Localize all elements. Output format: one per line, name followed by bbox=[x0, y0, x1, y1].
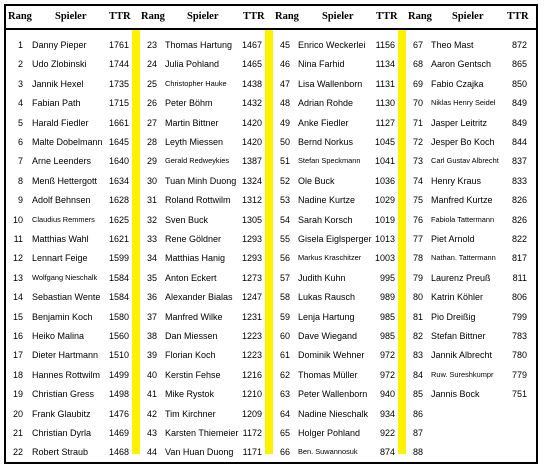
spieler-cell: Judith Kuhn bbox=[298, 273, 346, 283]
rang-cell: 41 bbox=[146, 389, 157, 399]
rang-cell: 10 bbox=[12, 215, 23, 225]
rang-cell: 36 bbox=[146, 292, 157, 302]
rang-cell: 73 bbox=[412, 156, 423, 166]
rang-cell: 14 bbox=[12, 292, 23, 302]
rang-cell: 66 bbox=[279, 447, 290, 457]
ttr-cell: 1216 bbox=[241, 370, 262, 380]
spieler-cell: Lukas Rausch bbox=[298, 292, 356, 302]
spieler-cell: Hannes Rottwilm bbox=[32, 370, 101, 380]
spieler-cell: Christian Gress bbox=[32, 389, 95, 399]
header-ttr: TTR bbox=[376, 11, 398, 22]
rang-cell: 52 bbox=[279, 176, 290, 186]
rang-cell: 20 bbox=[12, 409, 23, 419]
ttr-cell: 1273 bbox=[241, 273, 262, 283]
ttr-cell: 1223 bbox=[241, 350, 262, 360]
spieler-cell: Anton Eckert bbox=[165, 273, 217, 283]
rang-cell: 38 bbox=[146, 331, 157, 341]
rang-cell: 44 bbox=[146, 447, 157, 457]
spieler-cell: Van Huan Duong bbox=[165, 447, 234, 457]
ttr-cell: 806 bbox=[511, 292, 527, 302]
ttr-cell: 1171 bbox=[242, 447, 262, 457]
ttr-cell: 1628 bbox=[108, 195, 129, 205]
rang-cell: 9 bbox=[17, 195, 23, 205]
spieler-cell: Sebastian Wente bbox=[32, 292, 101, 302]
ttr-cell: 1498 bbox=[108, 389, 129, 399]
ttr-cell: 833 bbox=[511, 176, 527, 186]
header-rang: Rang bbox=[408, 11, 432, 22]
rang-cell: 54 bbox=[279, 215, 290, 225]
rang-cell: 78 bbox=[412, 253, 423, 263]
spieler-cell: Tuan Minh Duong bbox=[165, 176, 237, 186]
rang-cell: 77 bbox=[412, 234, 423, 244]
ttr-cell: 1432 bbox=[241, 98, 262, 108]
rang-cell: 25 bbox=[146, 79, 157, 89]
ttr-cell: 922 bbox=[379, 428, 395, 438]
ttr-cell: 811 bbox=[512, 273, 527, 283]
rang-cell: 46 bbox=[279, 59, 290, 69]
rang-cell: 48 bbox=[279, 98, 290, 108]
spieler-cell: Ruw. Sureshkumpr bbox=[431, 370, 494, 379]
spieler-cell: Christopher Hauke bbox=[165, 79, 227, 88]
rang-cell: 8 bbox=[17, 176, 23, 186]
spieler-cell: Peter Böhm bbox=[165, 98, 213, 108]
ttr-cell: 844 bbox=[511, 137, 527, 147]
spieler-cell: Florian Koch bbox=[165, 350, 216, 360]
ttr-cell: 1387 bbox=[241, 156, 262, 166]
rang-cell: 51 bbox=[279, 156, 290, 166]
spieler-cell: Fabiola Tattermann bbox=[431, 215, 495, 224]
rang-cell: 72 bbox=[412, 137, 423, 147]
spieler-cell: Nathan. Tattermann bbox=[431, 253, 496, 262]
spieler-cell: Christian Dyrla bbox=[32, 428, 92, 438]
spieler-cell: Peter Wallenborn bbox=[298, 389, 368, 399]
rang-cell: 74 bbox=[412, 176, 423, 186]
ttr-cell: 1223 bbox=[241, 331, 262, 341]
spieler-cell: Ben. Suwannosuk bbox=[298, 447, 358, 456]
rang-cell: 22 bbox=[12, 447, 23, 457]
spieler-cell: Sarah Korsch bbox=[298, 215, 353, 225]
ttr-cell: 1293 bbox=[241, 253, 262, 263]
spieler-cell: Malte Dobelmann bbox=[32, 137, 103, 147]
ttr-cell: 1293 bbox=[241, 234, 262, 244]
rang-cell: 18 bbox=[12, 370, 23, 380]
header-rang: Rang bbox=[8, 11, 32, 22]
spieler-cell: Jesper Bo Koch bbox=[431, 137, 495, 147]
rang-cell: 56 bbox=[279, 253, 290, 263]
spieler-cell: Gisela Eiglsperger bbox=[298, 234, 372, 244]
spieler-cell: Wolfgang Nieschalk bbox=[32, 273, 98, 282]
ttr-cell: 1231 bbox=[241, 312, 262, 322]
ttr-cell: 1645 bbox=[108, 137, 129, 147]
rang-cell: 39 bbox=[146, 350, 157, 360]
ttr-cell: 850 bbox=[511, 79, 527, 89]
spieler-cell: Laurenz Preuß bbox=[431, 273, 491, 283]
header-spieler: Spieler bbox=[322, 11, 354, 22]
ttr-cell: 1127 bbox=[375, 118, 395, 128]
spieler-cell: Katrin Köhler bbox=[431, 292, 484, 302]
rang-cell: 45 bbox=[279, 40, 290, 50]
ttr-cell: 1041 bbox=[374, 156, 395, 166]
rang-cell: 16 bbox=[12, 331, 23, 341]
spieler-cell: Sven Buck bbox=[165, 215, 209, 225]
rang-cell: 64 bbox=[279, 409, 290, 419]
ttr-cell: 1580 bbox=[108, 312, 129, 322]
ttr-cell: 1029 bbox=[374, 195, 395, 205]
ttr-cell: 1476 bbox=[108, 409, 129, 419]
ttr-cell bbox=[499, 446, 527, 458]
ttr-cell: 1134 bbox=[375, 59, 395, 69]
spieler-cell: Carl Gustav Albrecht bbox=[431, 156, 499, 165]
rang-cell: 69 bbox=[412, 79, 423, 89]
rang-cell: 23 bbox=[146, 40, 157, 50]
rang-cell: 76 bbox=[412, 215, 423, 225]
spieler-cell: Jannik Albrecht bbox=[431, 350, 493, 360]
rang-cell: 84 bbox=[412, 370, 423, 380]
ttr-cell: 1465 bbox=[241, 59, 262, 69]
ttr-cell: 1305 bbox=[241, 215, 262, 225]
header-ttr: TTR bbox=[243, 11, 265, 22]
spieler-cell: Roland Rottwilm bbox=[165, 195, 231, 205]
ttr-cell: 1634 bbox=[108, 176, 129, 186]
rang-cell: 26 bbox=[146, 98, 157, 108]
ttr-cell: 1045 bbox=[374, 137, 395, 147]
spieler-cell: Jannik Hexel bbox=[32, 79, 84, 89]
rang-cell: 12 bbox=[12, 253, 23, 263]
spieler-cell: Udo Zlobinski bbox=[32, 59, 87, 69]
spieler-cell: Ole Buck bbox=[298, 176, 335, 186]
ttr-cell: 1019 bbox=[374, 215, 395, 225]
spieler-cell: Julia Pohland bbox=[165, 59, 220, 69]
rang-cell: 21 bbox=[12, 428, 23, 438]
ttr-cell: 1210 bbox=[241, 389, 262, 399]
ttr-cell: 972 bbox=[379, 350, 395, 360]
rang-cell: 24 bbox=[146, 59, 157, 69]
rang-cell: 33 bbox=[146, 234, 157, 244]
spieler-cell: Anke Fiedler bbox=[298, 118, 349, 128]
spieler-cell: Aaron Gentsch bbox=[431, 59, 492, 69]
spieler-cell: Nadine Nieschalk bbox=[298, 409, 369, 419]
spieler-cell: Mike Rystok bbox=[165, 389, 215, 399]
ttr-cell bbox=[499, 408, 527, 420]
spieler-cell: Lenja Hartung bbox=[298, 312, 355, 322]
ttr-cell: 1599 bbox=[108, 253, 129, 263]
ttr-cell: 1468 bbox=[108, 447, 129, 457]
header-rang: Rang bbox=[275, 11, 299, 22]
rang-cell: 27 bbox=[146, 118, 157, 128]
rang-cell: 2 bbox=[17, 59, 23, 69]
spieler-cell: Matthias Hanig bbox=[165, 253, 226, 263]
spieler-cell: Manfred Kurtze bbox=[431, 195, 493, 205]
header-rang: Rang bbox=[141, 11, 165, 22]
ttr-cell: 934 bbox=[379, 409, 395, 419]
ttr-cell: 1661 bbox=[108, 118, 129, 128]
spieler-cell: Lennart Feige bbox=[32, 253, 88, 263]
rang-cell: 31 bbox=[146, 195, 157, 205]
spieler-cell: Fabian Path bbox=[32, 98, 81, 108]
spieler-cell: Dan Miessen bbox=[165, 331, 218, 341]
rang-cell: 81 bbox=[412, 312, 423, 322]
ttr-cell: 1510 bbox=[108, 350, 129, 360]
ttr-cell: 1209 bbox=[241, 409, 262, 419]
rang-cell: 65 bbox=[279, 428, 290, 438]
rang-cell: 61 bbox=[279, 350, 290, 360]
spieler-cell: Pio Dreißig bbox=[431, 312, 476, 322]
spieler-cell: Stefan Speckmann bbox=[298, 156, 361, 165]
rang-cell: 58 bbox=[279, 292, 290, 302]
ttr-cell: 783 bbox=[511, 331, 527, 341]
ttr-cell: 865 bbox=[511, 59, 527, 69]
ttr-cell: 972 bbox=[379, 370, 395, 380]
ttr-cell: 1324 bbox=[241, 176, 262, 186]
spieler-cell: Nina Farhid bbox=[298, 59, 345, 69]
spieler-cell: Adolf Behnsen bbox=[32, 195, 91, 205]
rang-cell: 53 bbox=[279, 195, 290, 205]
ttr-cell: 826 bbox=[511, 195, 527, 205]
ttr-cell: 822 bbox=[511, 234, 527, 244]
rang-cell: 29 bbox=[146, 156, 157, 166]
rang-cell: 15 bbox=[12, 312, 23, 322]
rang-cell: 85 bbox=[412, 389, 423, 399]
ttr-cell: 1467 bbox=[241, 40, 262, 50]
spieler-cell: Heiko Malina bbox=[32, 331, 85, 341]
rang-cell: 87 bbox=[412, 428, 423, 438]
rang-cell: 30 bbox=[146, 176, 157, 186]
rang-cell: 4 bbox=[17, 98, 23, 108]
rang-cell: 42 bbox=[146, 409, 157, 419]
ttr-cell: 1625 bbox=[108, 215, 129, 225]
header-ttr: TTR bbox=[507, 11, 529, 22]
ttr-cell bbox=[499, 427, 527, 439]
rang-cell: 63 bbox=[279, 389, 290, 399]
spieler-cell: Enrico Weckerlei bbox=[298, 40, 366, 50]
ttr-cell: 1156 bbox=[375, 40, 395, 50]
rang-cell: 62 bbox=[279, 370, 290, 380]
rang-cell: 5 bbox=[17, 118, 23, 128]
rang-cell: 11 bbox=[13, 234, 23, 244]
rang-cell: 43 bbox=[146, 428, 157, 438]
spieler-cell: Manfred Wilke bbox=[165, 312, 223, 322]
spieler-cell: Kerstin Fehse bbox=[165, 370, 221, 380]
rang-cell: 83 bbox=[412, 350, 423, 360]
ttr-cell: 1560 bbox=[108, 331, 129, 341]
rang-cell: 80 bbox=[412, 292, 423, 302]
rang-cell: 19 bbox=[12, 389, 23, 399]
ttr-cell: 985 bbox=[379, 331, 395, 341]
rang-cell: 3 bbox=[17, 79, 23, 89]
ttr-cell: 989 bbox=[379, 292, 395, 302]
rang-cell: 79 bbox=[412, 273, 423, 283]
ttr-cell: 1312 bbox=[241, 195, 262, 205]
ttr-cell: 1640 bbox=[108, 156, 129, 166]
rang-cell: 50 bbox=[279, 137, 290, 147]
spieler-cell: Tim Kirchner bbox=[165, 409, 216, 419]
ttr-cell: 940 bbox=[379, 389, 395, 399]
spieler-cell: Karsten Thiemeier bbox=[165, 428, 239, 438]
header-ttr: TTR bbox=[109, 11, 131, 22]
spieler-cell: Dieter Hartmann bbox=[32, 350, 99, 360]
spieler-cell: Dominik Wehner bbox=[298, 350, 365, 360]
ttr-cell: 1744 bbox=[108, 59, 129, 69]
spieler-cell: Thomas Müller bbox=[298, 370, 358, 380]
ttr-cell: 1013 bbox=[374, 234, 395, 244]
ttr-cell: 1003 bbox=[374, 253, 395, 263]
ttr-cell: 849 bbox=[511, 118, 527, 128]
ttr-cell: 826 bbox=[511, 215, 527, 225]
ttr-cell: 1499 bbox=[108, 370, 129, 380]
ttr-cell: 799 bbox=[511, 312, 527, 322]
rang-cell: 7 bbox=[17, 156, 23, 166]
spieler-cell: Leyth Miessen bbox=[165, 137, 224, 147]
rang-cell: 32 bbox=[146, 215, 157, 225]
ttr-cell: 1172 bbox=[242, 428, 262, 438]
spieler-cell: Thomas Hartung bbox=[165, 40, 233, 50]
ttr-cell: 1469 bbox=[108, 428, 129, 438]
spieler-cell: Danny Pieper bbox=[32, 40, 87, 50]
rang-cell: 37 bbox=[146, 312, 157, 322]
rang-cell: 6 bbox=[17, 137, 23, 147]
spieler-cell: Niklas Henry Seidel bbox=[431, 98, 496, 107]
rang-cell: 34 bbox=[146, 253, 157, 263]
ttr-cell: 1621 bbox=[108, 234, 129, 244]
rang-cell: 68 bbox=[412, 59, 423, 69]
ttr-cell: 1420 bbox=[241, 118, 262, 128]
ttr-cell: 817 bbox=[511, 253, 527, 263]
rang-cell: 13 bbox=[12, 273, 23, 283]
ttr-cell: 1036 bbox=[374, 176, 395, 186]
ttr-cell: 1438 bbox=[241, 79, 262, 89]
spieler-cell: Rene Göldner bbox=[165, 234, 222, 244]
ttr-cell: 995 bbox=[379, 273, 395, 283]
spieler-cell: Claudius Remmers bbox=[32, 215, 95, 224]
spieler-cell: Bernd Norkus bbox=[298, 137, 354, 147]
spieler-cell: Adrian Rohde bbox=[298, 98, 354, 108]
ttr-cell: 872 bbox=[511, 40, 527, 50]
spieler-cell: Gerald Redweykies bbox=[165, 156, 230, 165]
ttr-cell: 779 bbox=[511, 370, 527, 380]
rang-cell: 28 bbox=[146, 137, 157, 147]
rang-cell: 47 bbox=[279, 79, 290, 89]
spieler-cell: Matthias Wahl bbox=[32, 234, 89, 244]
spieler-cell: Henry Kraus bbox=[431, 176, 482, 186]
rang-cell: 57 bbox=[279, 273, 290, 283]
ttr-cell: 780 bbox=[511, 350, 527, 360]
ttr-cell: 985 bbox=[379, 312, 395, 322]
spieler-cell: Fabio Czajka bbox=[431, 79, 484, 89]
spieler-cell: Markus Kraschitzer bbox=[298, 253, 362, 262]
spieler-cell: Jannis Bock bbox=[431, 389, 480, 399]
rang-cell: 71 bbox=[412, 118, 423, 128]
ttr-cell: 1130 bbox=[375, 98, 395, 108]
rang-cell: 88 bbox=[412, 447, 423, 457]
rang-cell: 17 bbox=[12, 350, 23, 360]
spieler-cell: Arne Leenders bbox=[32, 156, 92, 166]
ttr-cell: 874 bbox=[379, 447, 395, 457]
rang-cell: 75 bbox=[412, 195, 423, 205]
rang-cell: 55 bbox=[279, 234, 290, 244]
rang-cell: 59 bbox=[279, 312, 290, 322]
spieler-cell: Jasper Leitritz bbox=[431, 118, 488, 128]
rang-cell: 82 bbox=[412, 331, 423, 341]
ttr-cell: 1131 bbox=[375, 79, 395, 89]
spieler-cell: Piet Arnold bbox=[431, 234, 475, 244]
rang-cell: 70 bbox=[412, 98, 423, 108]
ttr-cell: 1715 bbox=[108, 98, 129, 108]
spieler-cell: Holger Pohland bbox=[298, 428, 361, 438]
ttr-cell: 751 bbox=[511, 389, 527, 399]
rang-cell: 49 bbox=[279, 118, 290, 128]
spieler-cell: Alexander Bialas bbox=[165, 292, 233, 302]
rang-cell: 60 bbox=[279, 331, 290, 341]
header-spieler: Spieler bbox=[55, 11, 87, 22]
spieler-cell: Robert Straub bbox=[32, 447, 89, 457]
header-spieler: Spieler bbox=[187, 11, 219, 22]
ttr-cell: 1247 bbox=[241, 292, 262, 302]
header-spieler: Spieler bbox=[452, 11, 484, 22]
spieler-cell: Lisa Wallenborn bbox=[298, 79, 363, 89]
spieler-cell: Menß Hettergott bbox=[32, 176, 98, 186]
spieler-cell: Stefan Bittner bbox=[431, 331, 486, 341]
spieler-cell: Theo Mast bbox=[431, 40, 474, 50]
spieler-cell: Frank Glaubitz bbox=[32, 409, 91, 419]
spieler-cell: Nadine Kurtze bbox=[298, 195, 356, 205]
ttr-cell: 1735 bbox=[108, 79, 129, 89]
ttr-cell: 1420 bbox=[241, 137, 262, 147]
spieler-cell: Martin Bittner bbox=[165, 118, 219, 128]
spieler-cell: Benjamin Koch bbox=[32, 312, 93, 322]
rang-cell: 67 bbox=[412, 40, 423, 50]
rang-cell: 1 bbox=[17, 40, 23, 50]
rang-cell: 35 bbox=[146, 273, 157, 283]
spieler-cell: Harald Fiedler bbox=[32, 118, 89, 128]
ttr-cell: 1584 bbox=[108, 292, 129, 302]
ttr-cell: 837 bbox=[511, 156, 527, 166]
rang-cell: 40 bbox=[146, 370, 157, 380]
spieler-cell: Dave Wiegand bbox=[298, 331, 358, 341]
ttr-cell: 1761 bbox=[108, 40, 129, 50]
ttr-cell: 849 bbox=[511, 98, 527, 108]
ttr-cell: 1584 bbox=[108, 273, 129, 283]
rang-cell: 86 bbox=[412, 409, 423, 419]
